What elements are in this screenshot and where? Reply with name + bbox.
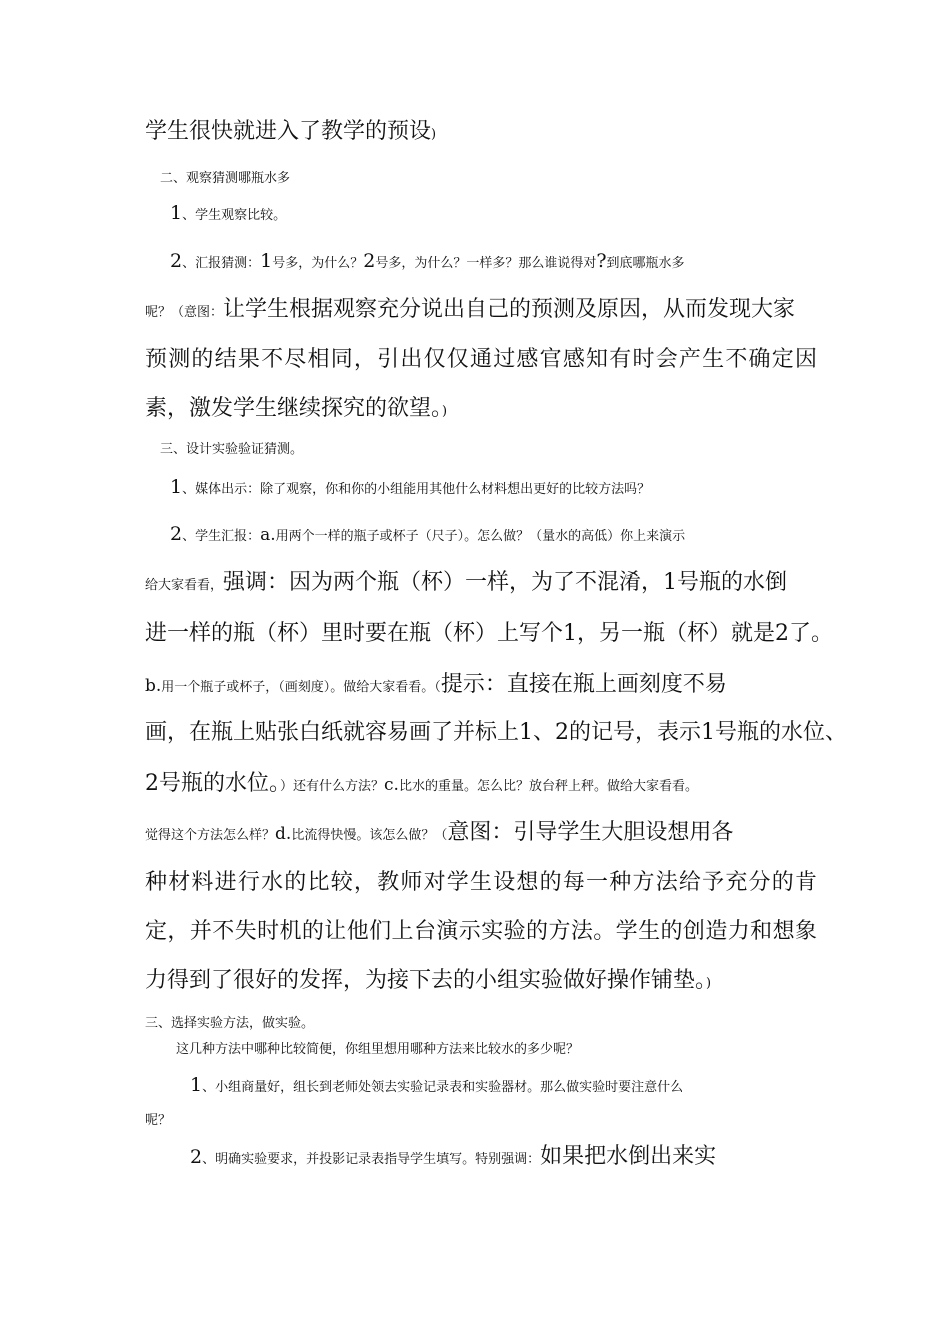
text-line: 力得到了很好的发挥，为接下去的小组实验做好操作铺垫。) xyxy=(145,968,712,993)
text-line: 呢？（意图：让学生根据观察充分说出自己的预测及原因，从而发现大家 xyxy=(145,297,796,322)
text-line: 预测的结果不尽相同，引出仅仅通过感官感知有时会产生不确定因 xyxy=(145,347,817,372)
list-item: 2、学生汇报：a.用两个一样的瓶子或杯子（尺子）。怎么做？（量水的高低）你上来演示 xyxy=(170,523,686,545)
text-line: b.用一个瓶子或杯子，（画刻度）。做给大家看看。（提示：直接在瓶上画刻度不易 xyxy=(145,672,727,697)
text-line: 素，激发学生继续探究的欲望。) xyxy=(145,396,448,421)
list-item: 1、小组商量好，组长到老师处领去实验记录表和实验器材。那么做实验时要注意什么 xyxy=(190,1074,684,1096)
list-item: 1、学生观察比较。 xyxy=(170,202,287,224)
paragraph: 这几种方法中哪种比较简便，你组里想用哪种方法来比较水的多少呢？ xyxy=(176,1042,580,1057)
list-item: 2、汇报猜测：1号多，为什么？2号多，为什么？一样多？那么谁说得对?到底哪瓶水多 xyxy=(170,250,685,272)
text-line: 给大家看看，强调：因为两个瓶（杯）一样，为了不混淆，1号瓶的水倒 xyxy=(145,570,788,595)
section-heading: 三、选择实验方法，做实验。 xyxy=(145,1016,315,1031)
text-line: 觉得这个方法怎么样？d.比流得快慢。该怎么做？（意图：引导学生大胆设想用各 xyxy=(145,820,734,845)
text-line: 定，并不失时机的让他们上台演示实验的方法。学生的创造力和想象 xyxy=(145,919,817,944)
list-item: 2、明确实验要求，并投影记录表指导学生填写。特别强调：如果把水倒出来实 xyxy=(190,1144,717,1169)
text-line: 学生很快就进入了教学的预设) xyxy=(145,119,437,144)
text-line: 呢？ xyxy=(145,1113,172,1128)
text-line: 2号瓶的水位。）还有什么方法？c.比水的重量。怎么比？放台秤上秤。做给大家看看。 xyxy=(145,771,698,796)
section-heading: 二、观察猜测哪瓶水多 xyxy=(160,171,291,186)
text-line: 画，在瓶上贴张白纸就容易画了并标上1、2的记号，表示1号瓶的水位、 xyxy=(145,720,847,745)
list-item: 1、媒体出示：除了观察，你和你的小组能用其他什么材料想出更好的比较方法吗？ xyxy=(170,476,651,498)
section-heading: 三、设计实验验证猜测。 xyxy=(160,442,304,457)
text-line: 进一样的瓶（杯）里时要在瓶（杯）上写个1，另一瓶（杯）就是2了。 xyxy=(145,621,833,646)
text-line: 种材料进行水的比较，教师对学生设想的每一种方法给予充分的肯 xyxy=(145,870,817,895)
